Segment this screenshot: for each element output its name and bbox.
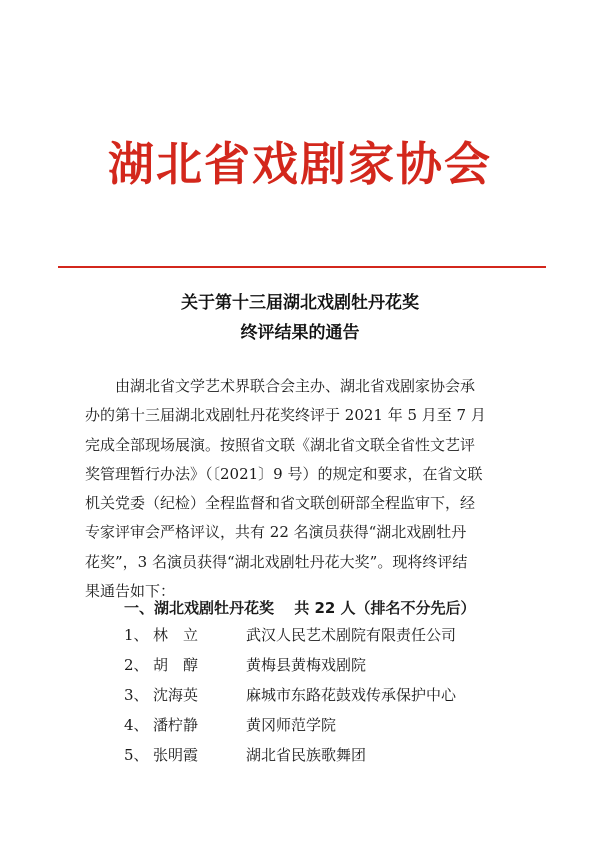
red-divider-line [58,266,546,268]
winner-name: 张明霞 [153,746,199,764]
winner-number: 3、 [124,686,149,704]
winner-number: 1、 [124,626,149,644]
winner-name: 林 立 [153,626,199,644]
winner-row [0,714,600,742]
body-line: 果通告如下： [85,582,176,601]
winner-organization: 黄冈师范学院 [246,716,337,734]
winner-row [0,744,600,772]
winner-organization: 武汉人民艺术剧院有限责任公司 [246,626,457,644]
winner-row [0,654,600,682]
winner-number: 4、 [124,716,149,734]
winner-organization: 湖北省民族歌舞团 [246,746,367,764]
body-line: 专家评审会严格评议，共有 22 名演员获得“湖北戏剧牡丹 [85,523,467,542]
winner-name: 潘柠静 [153,716,199,734]
winner-name: 沈海英 [153,686,199,704]
winner-row [0,624,600,652]
organization-header: 湖北省戏剧家协会 [108,137,492,191]
winner-organization: 黄梅县黄梅戏剧院 [246,656,367,674]
body-line: 奖管理暂行办法》（〔2021〕9 号）的规定和要求，在省文联 [85,464,483,483]
winner-organization: 麻城市东路花鼓戏传承保护中心 [246,686,457,704]
body-line: 由湖北省文学艺术界联合会主办、湖北省戏剧家协会承 [85,377,476,395]
winner-number: 2、 [124,656,149,674]
notice-title-line-2: 终评结果的通告 [240,323,360,343]
body-line: 办的第十三届湖北戏剧牡丹花奖终评于 2021 年 5 月至 7 月 [85,406,486,425]
winner-name: 胡 醇 [153,656,199,674]
winner-number: 5、 [124,746,149,764]
body-line: 机关党委（纪检）全程监督和省文联创研部全程监审下，经 [85,494,476,513]
winner-row [0,684,600,712]
section-heading: 一、湖北戏剧牡丹花奖 共 22 人（排名不分先后） [124,599,476,617]
body-line: 花奖”，3 名演员获得“湖北戏剧牡丹花大奖”。现将终评结 [85,552,468,571]
notice-body [85,372,525,606]
notice-title-line-1: 关于第十三届湖北戏剧牡丹花奖 [181,293,419,313]
body-line: 完成全部现场展演。按照省文联《湖北省文联全省性文艺评 [85,435,476,454]
